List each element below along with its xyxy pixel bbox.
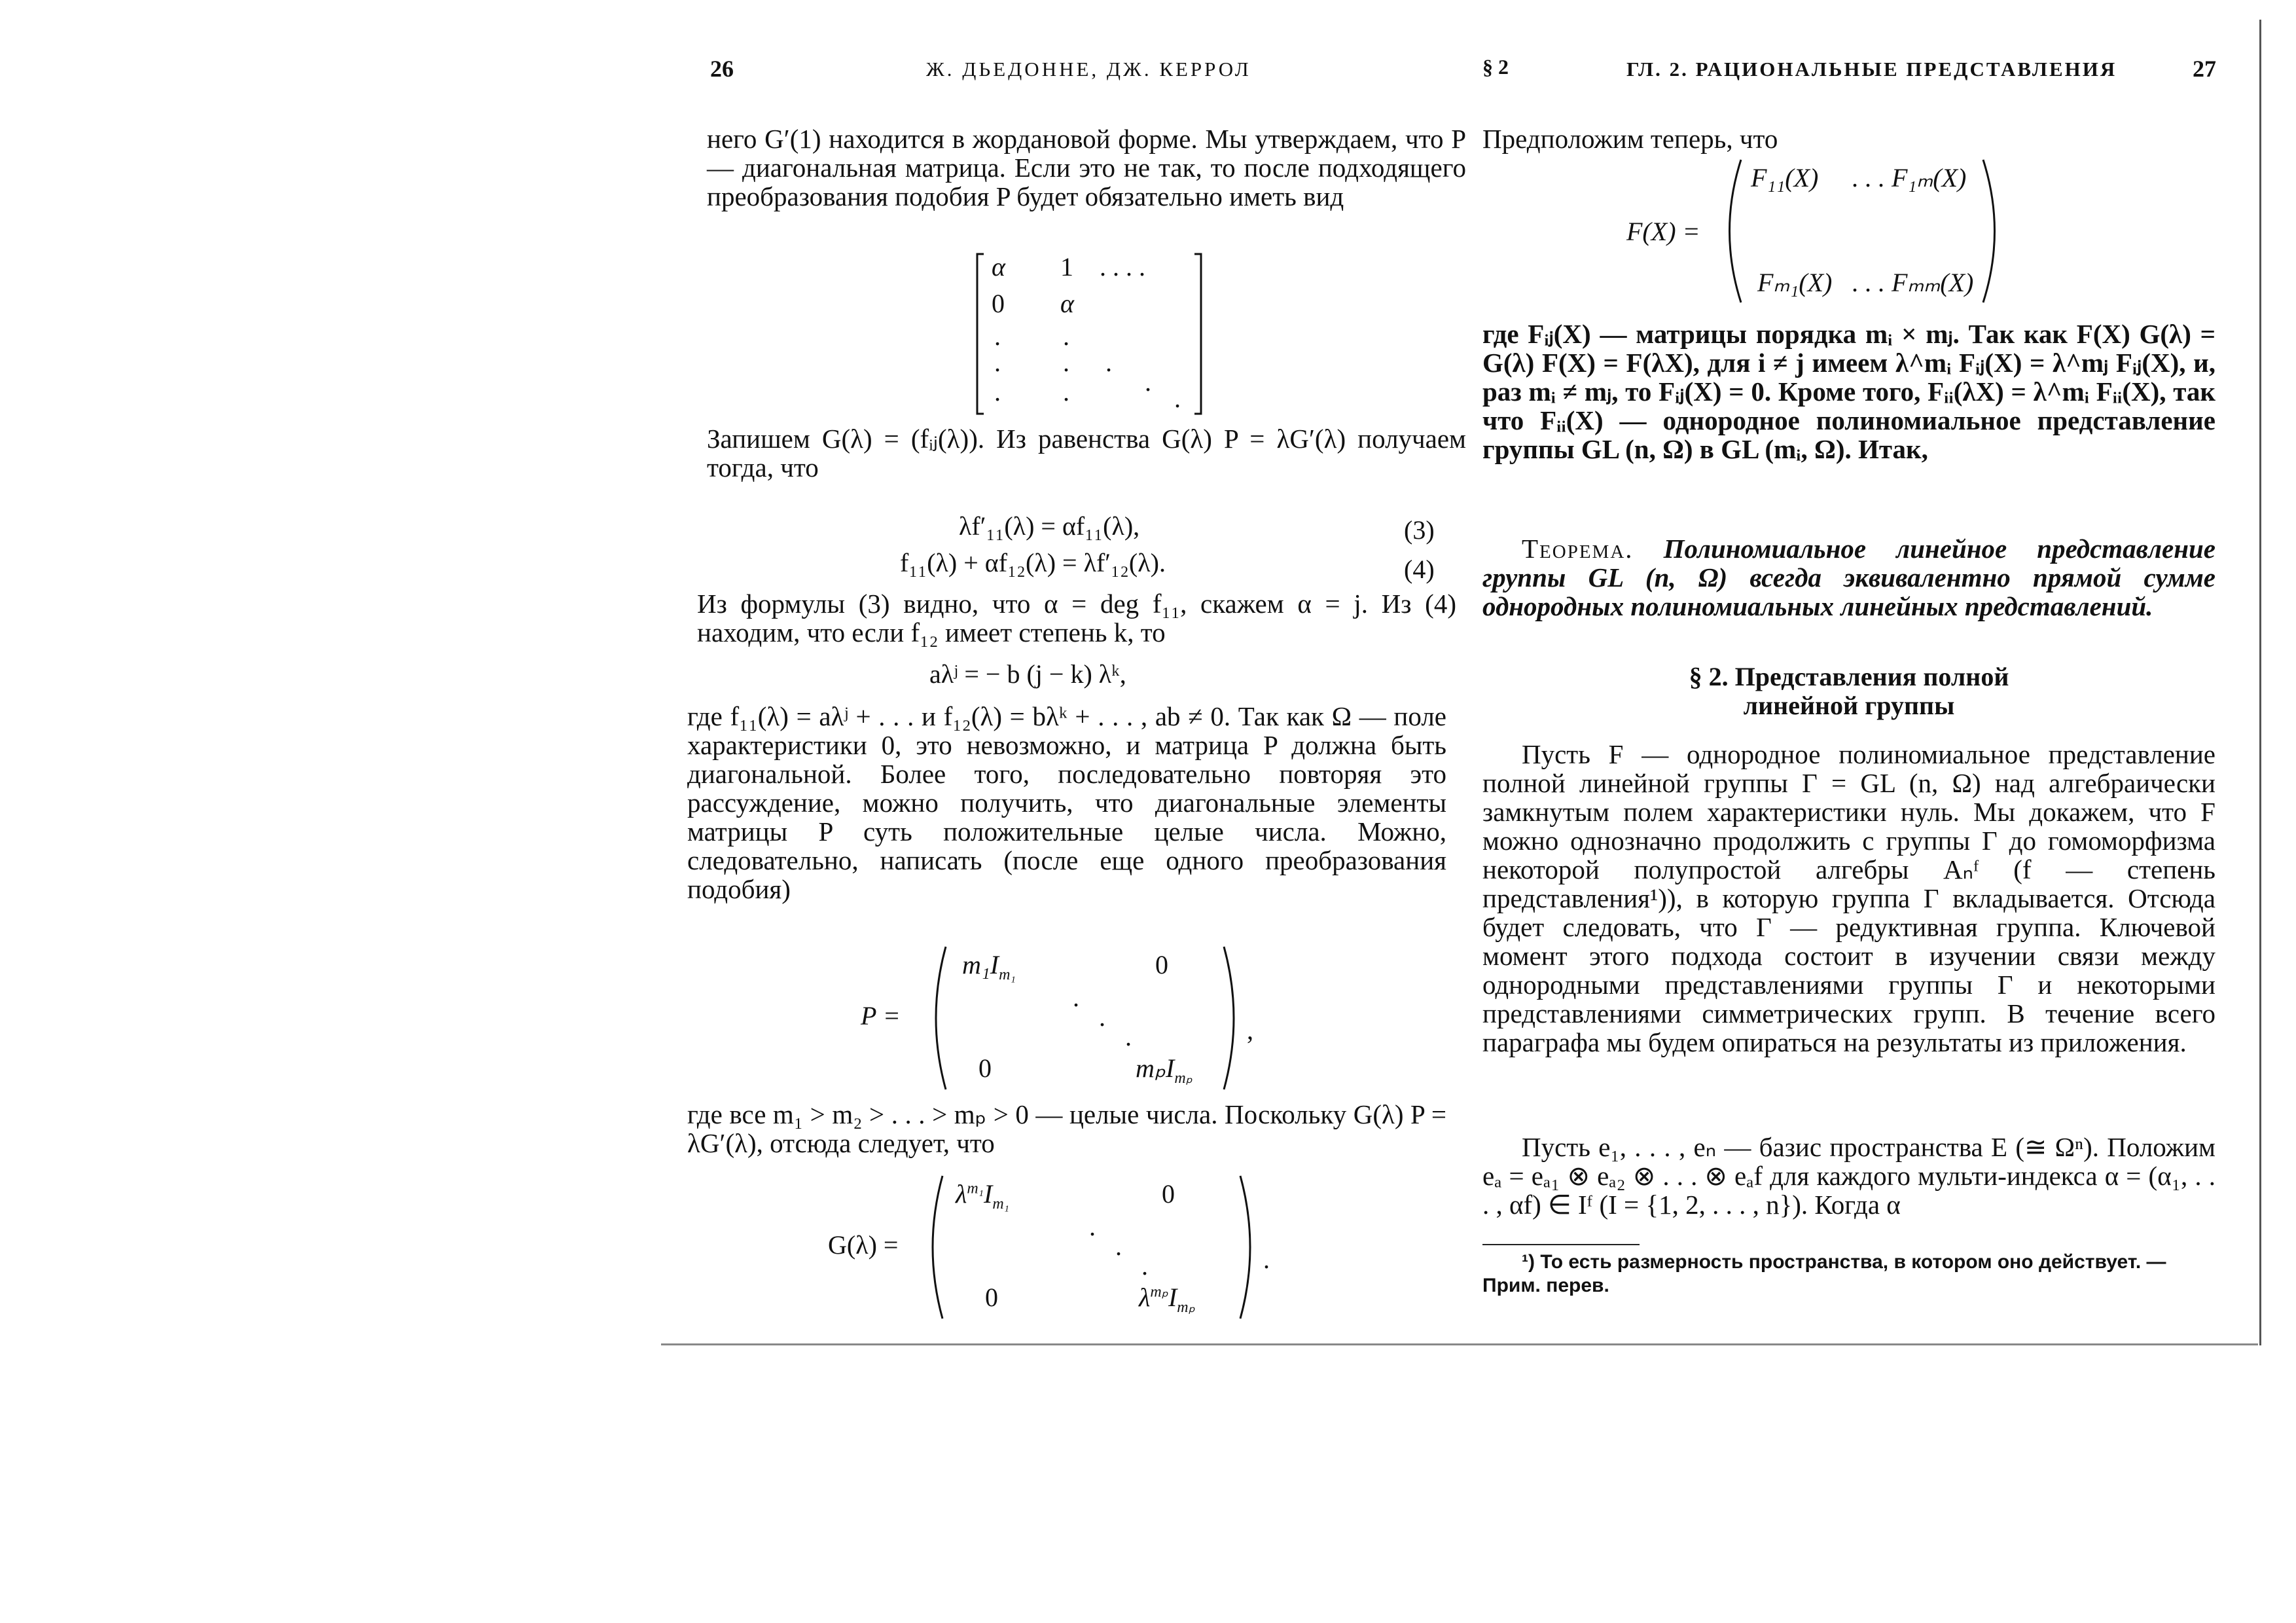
paragraph: Запишем G(λ) = (fᵢⱼ(λ)). Из равенства G(λ) P = λG′(λ) получаем тогда, что [707, 424, 1466, 483]
running-head: ГЛ. 2. РАЦИОНАЛЬНЫЕ ПРЕДСТАВЛЕНИЯ [1626, 58, 2117, 81]
theorem [1482, 534, 2215, 621]
paragraph: где все m₁ > m₂ > . . . > mₚ > 0 — целые числа. Поскольку G(λ) P = λG′(λ), отсюда следует, что [687, 1099, 1446, 1158]
matrix-lhs: P = [861, 1001, 901, 1030]
matrix-dot: . [1145, 367, 1152, 397]
matrix-cell: $\lambda^{m_1}I_{m_1}$ [956, 1179, 1010, 1213]
matrix-cell: . . . . [1100, 252, 1145, 282]
matrix-cell: 1 [1060, 252, 1073, 282]
matrix-dot: . [995, 348, 1001, 377]
matrix-dot: . [1100, 1002, 1106, 1032]
theorem-text: Полиномиальное линейное представление группы GL (n, Ω) всегда эквивалентно прямой сумме однородных полиномиальных линейных представлений. [1482, 534, 2215, 621]
matrix-dot: . [1142, 1251, 1149, 1281]
paragraph: где Fᵢⱼ(X) — матрицы порядка mᵢ × mⱼ. Так как F(X) G(λ) = G(λ) F(X) = F(λX), для i ≠ j имеем λ^mᵢ Fᵢⱼ(X) = λ^mⱼ Fᵢⱼ(X), и, раз mᵢ ≠ mⱼ, то Fᵢⱼ(X) = 0. Кроме того, Fᵢᵢ(λX) = λ^mᵢ Fᵢᵢ(X), так что Fᵢᵢ(X) — однородное полиномиальное представление группы GL (n, Ω) в GL (mᵢ, Ω). Итак, [1482, 319, 2215, 464]
equation-number: (3) [1404, 515, 1435, 545]
equation-3: λf′₁₁(λ) = αf₁₁(λ), [959, 511, 1140, 541]
paragraph: Из формулы (3) видно, что α = deg f₁₁, скажем α = j. Из (4) находим, что если f₁₂ имеет степень k, то [697, 589, 1456, 647]
section-heading [1482, 663, 2215, 720]
matrix-dot: . [1073, 983, 1080, 1012]
matrix-cell: $m_1I_{m_1}$ [962, 950, 1016, 983]
matrix-tail: , [1247, 1015, 1253, 1045]
matrix-cell: F₁₁(X) [1751, 163, 1819, 192]
equation-number: (4) [1404, 555, 1435, 584]
matrix-cell: 0 [978, 1053, 992, 1083]
matrix-dot: . [1064, 321, 1070, 351]
matrix-lhs: G(λ) = [828, 1230, 899, 1260]
matrix-cell: . . . F₁ₘ(X) [1852, 163, 1967, 192]
matrix-cell: 0 [1155, 950, 1168, 979]
equation-4: f₁₁(λ) + αf₁₂(λ) = λf′₁₂(λ). [900, 548, 1166, 577]
matrix-cell: 0 [985, 1283, 998, 1312]
matrix-brackets [828, 1172, 1299, 1322]
section-title-line: линейной группы [1743, 691, 1955, 720]
paragraph: Пусть F — однородное полиномиальное представление полной линейной группы Γ = GL (n, Ω) над алгебраически замкнутым полем характеристики нуль. Мы докажем, что F можно однозначно продолжить с группы Γ до гомоморфизма некоторой полупростой алгебры Aₙᶠ (f — степень представления¹)), в которую группа Γ вкладывается. Отсюда будет следовать, что Γ — редуктивная группа. Ключевой момент этого подхода состоит в изучении связи между однородными представлениями группы Γ и некоторыми представлениями симметрических групп. В течение всего параграфа мы будем опираться на результаты из приложения. [1482, 739, 2215, 1057]
paragraph: него G′(1) находится в жордановой форме. Мы утверждаем, что P — диагональная матрица. Если это не так, то после подходящего преобразования подобия P будет обязательно иметь вид [707, 124, 1466, 211]
bottom-page-edge [661, 1343, 2258, 1345]
matrix-cell: 0 [992, 289, 1005, 318]
matrix-cell: α [1060, 289, 1074, 318]
matrix-brackets [972, 249, 1208, 419]
matrix-lhs: F(X) = [1626, 217, 1700, 246]
theorem-label: Теорема. [1522, 534, 1634, 564]
matrix-dot: . [995, 321, 1001, 351]
matrix-dot: . [995, 377, 1001, 407]
block-matrix-f [1626, 156, 2019, 306]
matrix-cell: . . . Fₘₘ(X) [1852, 268, 1974, 297]
matrix-cell: mₚI$_{m_p}$ [1136, 1053, 1193, 1087]
matrix-tail: . [1263, 1245, 1270, 1274]
matrix-dot: . [1175, 384, 1181, 413]
matrix-dot: . [1126, 1022, 1132, 1051]
matrix-dot: . [1116, 1231, 1122, 1261]
diagonal-matrix-g [828, 1172, 1299, 1322]
page-number: 26 [710, 56, 734, 82]
page-number: 27 [2193, 56, 2216, 82]
diagonal-matrix-p [861, 943, 1266, 1093]
matrix-cell: Fₘ₁(X) [1757, 268, 1833, 297]
matrix-dot: . [1064, 348, 1070, 377]
running-head: Ж. ДЬЕДОННЕ, ДЖ. КЕРРОЛ [926, 58, 1251, 81]
section-title-line: § 2. Представления полной [1689, 662, 2009, 691]
matrix-cell: α [992, 252, 1005, 282]
paragraph: где f₁₁(λ) = aλʲ + . . . и f₁₂(λ) = bλᵏ + . . . , ab ≠ 0. Так как Ω — поле характеристики 0, это невозможно, и матрица P должна быть диагональной. Более того, последовательно повторяя это рассуждение, можно получить, что диагональные элементы матрицы P суть положительные целые числа. Можно, следовательно, написать (после еще одного преобразования подобия) [687, 701, 1446, 904]
matrix-cell: 0 [1162, 1179, 1175, 1209]
matrix-dot: . [1106, 348, 1113, 377]
matrix-cell: $\lambda^{m_p}I_{m_p}$ [1139, 1283, 1195, 1316]
paragraph: Предположим теперь, что [1482, 124, 1778, 154]
matrix-brackets [861, 943, 1266, 1093]
section-mark: § 2 [1482, 55, 1509, 79]
paragraph: Пусть e₁, . . . , eₙ — базис пространства E (≅ Ωⁿ). Положим eₐ = eₐ₁ ⊗ eₐ₂ ⊗ . . . ⊗ eₐf для каждого мульти-индекса α = (α₁, . . . , αf) ∈ Iᶠ (I = {1, 2, . . . , n}). Когда α [1482, 1132, 2215, 1220]
matrix-dot: . [1090, 1212, 1096, 1241]
right-page-edge [2259, 20, 2261, 1345]
matrix-dot: . [1064, 377, 1070, 407]
equation-5: aλʲ = − b (j − k) λᵏ, [929, 659, 1126, 689]
jordan-matrix [972, 249, 1208, 419]
footnote-rule [1482, 1244, 1640, 1245]
footnote: ¹) То есть размерность пространства, в котором оно действует. — Прим. перев. [1482, 1251, 2166, 1296]
